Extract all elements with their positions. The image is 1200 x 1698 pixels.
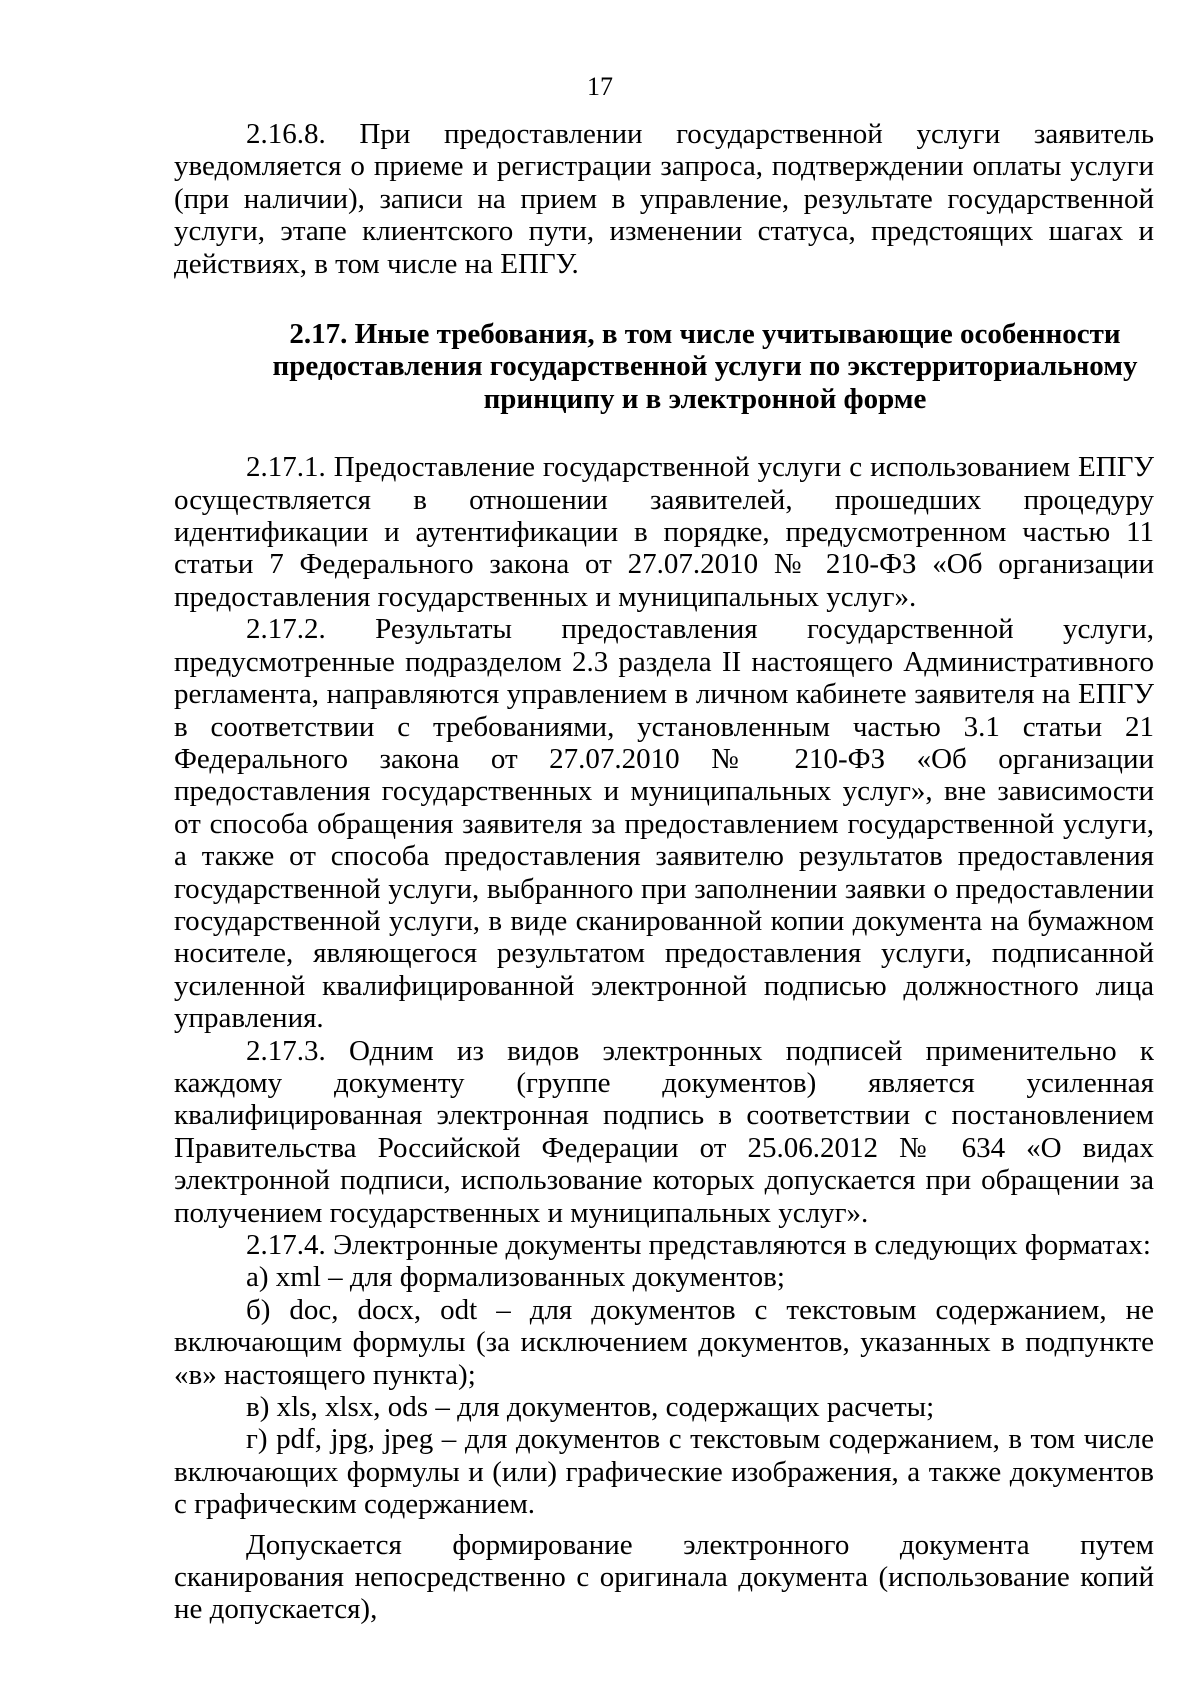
heading-line-2: предоставления государственной услуги по экстерриториальному: [272, 350, 1138, 383]
paragraph-scanning: Допускается формирование электронного документа путем сканирования непосредственно с оригинала документа (использование копий не допускается),: [174, 1528, 1154, 1626]
heading-line-3: принципу и в электронной форме: [483, 382, 927, 415]
paragraph-2-17-1: 2.17.1. Предоставление государственной услуги с использованием ЕПГУ осуществляется в отношении заявителей, прошедших процедуру идентификации и аутентификации в порядке, предусмотренном частью 11 статьи 7 Федерального закона от 27.07.2010 № 210-ФЗ «Об организации предоставления государственных и муниципальных услуг».: [174, 451, 1154, 613]
paragraph-2-16-8: 2.16.8. При предоставлении государственной услуги заявитель уведомляется о приеме и регистрации запроса, подтверждении оплаты услуги (при наличии), записи на прием в управление, результате государственной услуги, этапе клиентского пути, изменении статуса, предстоящих шагах и действиях, в том числе на ЕПГУ.: [174, 118, 1154, 280]
paragraph-2-17-2: 2.17.2. Результаты предоставления государственной услуги, предусмотренные подразделом 2.3 раздела II настоящего Административного регламента, направляются управлением в личном кабинете заявителя на ЕПГУ в соответствии с требованиями, установленным частью 3.1 статьи 21 Федерального закона от 27.07.2010 № 210-ФЗ «Об организации предоставления государственных и муниципальных услуг», вне зависимости от способа обращения заявителя за предоставлением государственной услуги, а также от способа предоставления заявителю результатов предоставления государственной услуги, выбранного при заполнении заявки о предоставлении государственной услуги, в виде сканированной копии документа на бумажном носителе, являющегося результатом предоставления услуги, подписанной усиленной квалифицированной электронной подписью должностного лица управления.: [174, 613, 1154, 1035]
paragraph-2-17-3: 2.17.3. Одним из видов электронных подписей применительно к каждому документу (группе документов) является усиленная квалифицированная электронная подпись в соответствии с постановлением Правительства Российской Федерации от 25.06.2012 № 634 «О видах электронной подписи, использование которых допускается при обращении за получением государственных и муниципальных услуг».: [174, 1034, 1154, 1229]
list-item-b: б) doc, docx, odt – для документов с текстовым содержанием, не включающим формулы (за исключением документов, указанных в подпункте «в» настоящего пункта);: [174, 1293, 1154, 1391]
heading-line-1: 2.17. Иные требования, в том числе учитывающие особенности: [289, 318, 1121, 351]
page-number: 17: [587, 72, 613, 101]
paragraph-2-17-4: 2.17.4. Электронные документы представляются в следующих форматах:: [246, 1229, 1151, 1261]
section-heading-2-17: [174, 318, 1154, 415]
paragraph-gap: [174, 1521, 1154, 1529]
document-body: [174, 118, 1154, 1626]
list-item-g: г) pdf, jpg, jpeg – для документов с текстовым содержанием, в том числе включающих формулы и (или) графические изображения, а также документов с графическим содержанием.: [174, 1423, 1154, 1521]
list-item-a: а) xml – для формализованных документов;: [246, 1261, 785, 1294]
list-item-v: в) xls, xlsx, ods – для документов, содержащих расчеты;: [246, 1391, 935, 1424]
